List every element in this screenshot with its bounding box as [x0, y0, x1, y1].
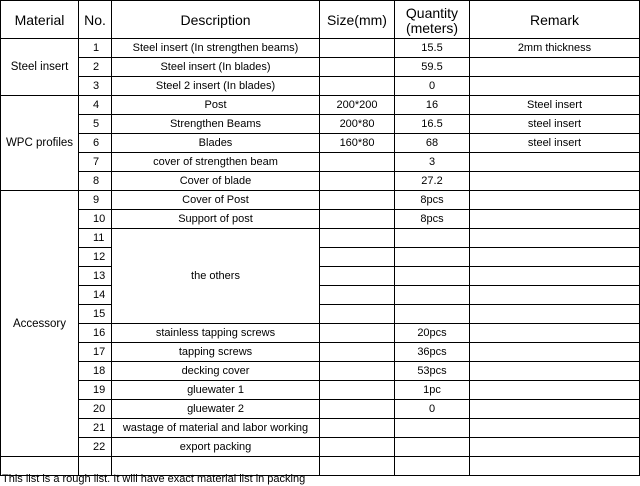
row-description: gluewater 2 [112, 400, 320, 419]
row-quantity: 1pc [395, 381, 470, 400]
row-no: 8 [79, 172, 112, 191]
table-row [1, 419, 640, 438]
row-size: 200*80 [320, 115, 395, 134]
row-no: 21 [79, 419, 112, 438]
row-no: 3 [79, 77, 112, 96]
row-size [320, 191, 395, 210]
row-no: 14 [79, 286, 112, 305]
row-quantity: 15.5 [395, 39, 470, 58]
row-size [320, 286, 395, 305]
row-no: 18 [79, 362, 112, 381]
header-remark: Remark [470, 1, 640, 39]
table-row [1, 134, 640, 153]
row-size [320, 39, 395, 58]
row-no: 15 [79, 305, 112, 324]
blank-cell [395, 457, 470, 476]
row-size [320, 400, 395, 419]
table-row [1, 381, 640, 400]
table-row [1, 115, 640, 134]
row-remark [470, 362, 640, 381]
row-description: wastage of material and labor working [112, 419, 320, 438]
row-quantity: 8pcs [395, 210, 470, 229]
row-quantity [395, 305, 470, 324]
row-quantity: 16.5 [395, 115, 470, 134]
row-remark: steel insert [470, 115, 640, 134]
row-size: 200*200 [320, 96, 395, 115]
table-row [1, 286, 640, 305]
blank-cell [470, 457, 640, 476]
table-row [1, 229, 640, 248]
table-row [1, 400, 640, 419]
header-quantity-line1: Quantity [405, 5, 459, 21]
row-remark [470, 305, 640, 324]
header-description: Description [112, 1, 320, 39]
row-quantity: 3 [395, 153, 470, 172]
row-description: tapping screws [112, 343, 320, 362]
row-no: 17 [79, 343, 112, 362]
row-quantity [395, 267, 470, 286]
header-no: No. [79, 1, 112, 39]
row-size [320, 210, 395, 229]
table-row [1, 324, 640, 343]
row-remark [470, 210, 640, 229]
row-size [320, 267, 395, 286]
table-row [1, 58, 640, 77]
row-quantity: 59.5 [395, 58, 470, 77]
blank-cell [320, 457, 395, 476]
row-size [320, 305, 395, 324]
row-remark [470, 153, 640, 172]
row-quantity: 68 [395, 134, 470, 153]
row-no: 19 [79, 381, 112, 400]
table-row [1, 343, 640, 362]
row-remark [470, 267, 640, 286]
row-remark [470, 324, 640, 343]
table-row [1, 153, 640, 172]
row-quantity [395, 419, 470, 438]
row-size [320, 153, 395, 172]
category-accessory: Accessory [1, 191, 79, 457]
row-description: Post [112, 96, 320, 115]
row-remark [470, 58, 640, 77]
row-size [320, 362, 395, 381]
row-no: 1 [79, 39, 112, 58]
row-no: 7 [79, 153, 112, 172]
table-row [1, 248, 640, 267]
table-row [1, 191, 640, 210]
row-no: 5 [79, 115, 112, 134]
row-size [320, 58, 395, 77]
row-remark [470, 381, 640, 400]
row-no: 16 [79, 324, 112, 343]
row-size [320, 419, 395, 438]
table-header-row [1, 1, 640, 39]
header-quantity [395, 1, 470, 39]
row-quantity: 0 [395, 400, 470, 419]
row-remark [470, 400, 640, 419]
table-row [1, 305, 640, 324]
row-remark [470, 286, 640, 305]
row-description: gluewater 1 [112, 381, 320, 400]
row-description: Steel insert (In blades) [112, 58, 320, 77]
row-remark [470, 248, 640, 267]
others-description: the others [112, 229, 320, 324]
row-quantity: 8pcs [395, 191, 470, 210]
row-remark [470, 419, 640, 438]
row-quantity [395, 229, 470, 248]
row-size [320, 381, 395, 400]
header-quantity-line2: (meters) [405, 20, 459, 36]
row-size [320, 248, 395, 267]
row-quantity: 16 [395, 96, 470, 115]
row-quantity [395, 438, 470, 457]
row-size [320, 438, 395, 457]
row-no: 6 [79, 134, 112, 153]
table-row [1, 362, 640, 381]
row-description: Cover of blade [112, 172, 320, 191]
row-quantity: 20pcs [395, 324, 470, 343]
row-remark [470, 229, 640, 248]
row-no: 20 [79, 400, 112, 419]
row-remark [470, 191, 640, 210]
row-size [320, 324, 395, 343]
row-quantity: 27.2 [395, 172, 470, 191]
table-row [1, 172, 640, 191]
row-description: Steel 2 insert (In blades) [112, 77, 320, 96]
row-quantity: 36pcs [395, 343, 470, 362]
table-row [1, 96, 640, 115]
row-no: 10 [79, 210, 112, 229]
row-size [320, 343, 395, 362]
row-description: decking cover [112, 362, 320, 381]
row-no: 4 [79, 96, 112, 115]
row-remark: steel insert [470, 134, 640, 153]
row-remark: Steel insert [470, 96, 640, 115]
row-remark [470, 438, 640, 457]
row-quantity: 0 [395, 77, 470, 96]
row-size [320, 172, 395, 191]
row-no: 13 [79, 267, 112, 286]
row-size [320, 229, 395, 248]
table-row [1, 438, 640, 457]
row-quantity: 53pcs [395, 362, 470, 381]
row-remark [470, 77, 640, 96]
row-description: Blades [112, 134, 320, 153]
category-steel-insert: Steel insert [1, 39, 79, 96]
row-no: 9 [79, 191, 112, 210]
row-quantity [395, 248, 470, 267]
row-description: cover of strengthen beam [112, 153, 320, 172]
row-description: Support of post [112, 210, 320, 229]
table-row [1, 267, 640, 286]
row-size [320, 77, 395, 96]
table-row [1, 210, 640, 229]
row-description: stainless tapping screws [112, 324, 320, 343]
row-no: 11 [79, 229, 112, 248]
footnote: This list is a rough list. It will have exact material list in packing [2, 473, 306, 485]
row-description: export packing [112, 438, 320, 457]
row-quantity [395, 286, 470, 305]
row-remark [470, 343, 640, 362]
header-size: Size(mm) [320, 1, 395, 39]
row-size: 160*80 [320, 134, 395, 153]
row-remark [470, 172, 640, 191]
header-material: Material [1, 1, 79, 39]
row-no: 2 [79, 58, 112, 77]
row-no: 12 [79, 248, 112, 267]
table-row [1, 39, 640, 58]
table-row [1, 77, 640, 96]
row-remark: 2mm thickness [470, 39, 640, 58]
row-description: Steel insert (In strengthen beams) [112, 39, 320, 58]
category-wpc-profiles: WPC profiles [1, 96, 79, 191]
row-description: Cover of Post [112, 191, 320, 210]
row-description: Strengthen Beams [112, 115, 320, 134]
row-no: 22 [79, 438, 112, 457]
